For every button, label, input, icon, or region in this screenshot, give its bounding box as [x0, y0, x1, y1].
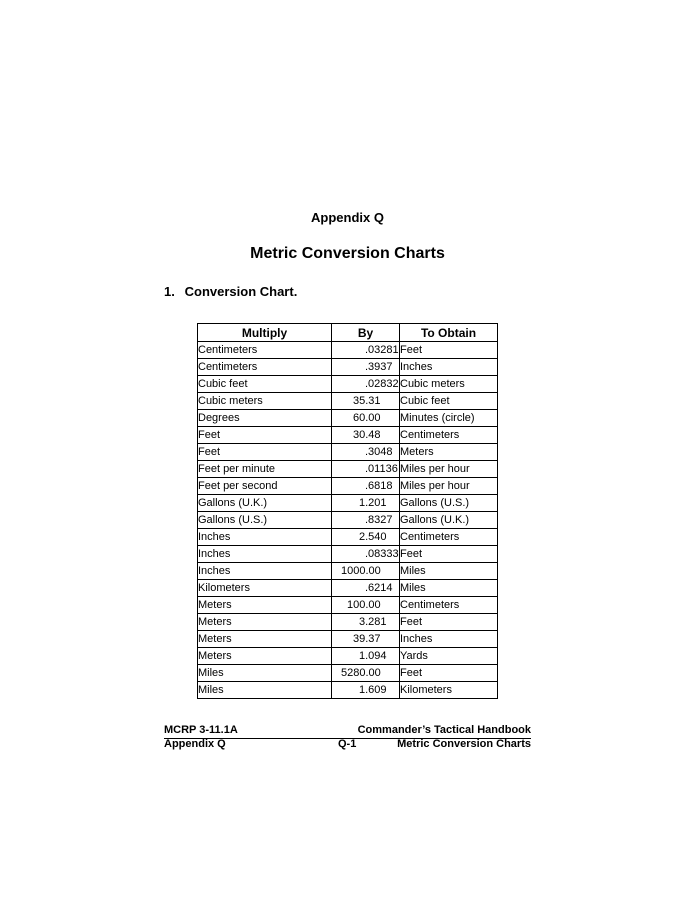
handbook-title: Commander’s Tactical Handbook: [357, 724, 531, 736]
factor-value: .08333: [365, 548, 399, 560]
table-row: [198, 614, 498, 631]
table-row: [198, 342, 498, 359]
table-row: [198, 682, 498, 699]
section-heading: [164, 284, 297, 299]
factor-value: .3048: [365, 446, 393, 458]
factor-value: 100.00: [347, 599, 381, 611]
factor-cell: [332, 342, 400, 359]
to-obtain-cell: Yards: [400, 648, 498, 665]
to-obtain-cell: Miles: [400, 563, 498, 580]
multiply-cell: Cubic feet: [198, 376, 332, 393]
factor-cell: [332, 648, 400, 665]
multiply-cell: Feet per minute: [198, 461, 332, 478]
multiply-cell: Feet: [198, 444, 332, 461]
factor-cell: [332, 563, 400, 580]
to-obtain-cell: Centimeters: [400, 427, 498, 444]
factor-cell: [332, 495, 400, 512]
multiply-cell: Inches: [198, 563, 332, 580]
multiply-cell: Feet: [198, 427, 332, 444]
factor-cell: [332, 359, 400, 376]
to-obtain-cell: Centimeters: [400, 597, 498, 614]
factor-value: .02832: [365, 378, 399, 390]
table-row: [198, 631, 498, 648]
factor-value: .03281: [365, 344, 399, 356]
to-obtain-cell: Miles per hour: [400, 461, 498, 478]
factor-cell: [332, 410, 400, 427]
factor-value: 1.609: [359, 684, 387, 696]
table-row: [198, 495, 498, 512]
footer-chapter-title: Metric Conversion Charts: [397, 738, 531, 750]
multiply-cell: Inches: [198, 529, 332, 546]
factor-value: 30.48: [353, 429, 381, 441]
factor-cell: [332, 631, 400, 648]
to-obtain-cell: Minutes (circle): [400, 410, 498, 427]
factor-value: .3937: [365, 361, 393, 373]
factor-cell: [332, 461, 400, 478]
table-row: [198, 546, 498, 563]
to-obtain-cell: Meters: [400, 444, 498, 461]
factor-cell: [332, 512, 400, 529]
to-obtain-cell: Miles per hour: [400, 478, 498, 495]
to-obtain-cell: Gallons (U.S.): [400, 495, 498, 512]
appendix-title: Appendix Q: [311, 210, 384, 225]
factor-value: 1.201: [359, 497, 387, 509]
table-row: [198, 359, 498, 376]
table-row: [198, 529, 498, 546]
table-row: [198, 376, 498, 393]
table-row: [198, 478, 498, 495]
multiply-cell: Feet per second: [198, 478, 332, 495]
column-header-multiply: Multiply: [198, 324, 332, 342]
factor-cell: [332, 580, 400, 597]
factor-value: .6214: [365, 582, 393, 594]
table-row: [198, 427, 498, 444]
footer-top: [164, 724, 531, 739]
multiply-cell: Miles: [198, 665, 332, 682]
section-number: 1.: [164, 284, 175, 299]
table-row: [198, 580, 498, 597]
table-row: [198, 444, 498, 461]
table-row: [198, 410, 498, 427]
factor-value: 1.094: [359, 650, 387, 662]
to-obtain-cell: Feet: [400, 342, 498, 359]
table-row: [198, 648, 498, 665]
multiply-cell: Cubic meters: [198, 393, 332, 410]
factor-cell: [332, 665, 400, 682]
table-header-row: [198, 324, 498, 342]
footer-bottom: [164, 738, 531, 751]
to-obtain-cell: Kilometers: [400, 682, 498, 699]
multiply-cell: Centimeters: [198, 359, 332, 376]
multiply-cell: Inches: [198, 546, 332, 563]
section-title: Conversion Chart.: [184, 284, 298, 299]
multiply-cell: Kilometers: [198, 580, 332, 597]
table-row: [198, 597, 498, 614]
factor-cell: [332, 376, 400, 393]
table-row: [198, 512, 498, 529]
table-row: [198, 393, 498, 410]
page-number: Q-1: [338, 738, 357, 750]
factor-value: 35.31: [353, 395, 381, 407]
multiply-cell: Centimeters: [198, 342, 332, 359]
multiply-cell: Gallons (U.K.): [198, 495, 332, 512]
multiply-cell: Meters: [198, 631, 332, 648]
to-obtain-cell: Miles: [400, 580, 498, 597]
to-obtain-cell: Feet: [400, 546, 498, 563]
conversion-table: [197, 323, 498, 699]
factor-value: 2.540: [359, 531, 387, 543]
factor-cell: [332, 427, 400, 444]
to-obtain-cell: Inches: [400, 631, 498, 648]
multiply-cell: Degrees: [198, 410, 332, 427]
multiply-cell: Meters: [198, 597, 332, 614]
factor-value: .6818: [365, 480, 393, 492]
footer-appendix-label: Appendix Q: [164, 738, 226, 750]
factor-value: .01136: [365, 463, 398, 475]
page-title: Metric Conversion Charts: [250, 245, 445, 262]
factor-value: 3.281: [359, 616, 387, 628]
factor-value: .8327: [365, 514, 393, 526]
multiply-cell: Miles: [198, 682, 332, 699]
multiply-cell: Meters: [198, 648, 332, 665]
factor-cell: [332, 614, 400, 631]
multiply-cell: Meters: [198, 614, 332, 631]
factor-cell: [332, 546, 400, 563]
to-obtain-cell: Inches: [400, 359, 498, 376]
to-obtain-cell: Cubic meters: [400, 376, 498, 393]
factor-value: 39.37: [353, 633, 381, 645]
table-row: [198, 461, 498, 478]
to-obtain-cell: Feet: [400, 665, 498, 682]
column-header-to-obtain: To Obtain: [400, 324, 498, 342]
to-obtain-cell: Cubic feet: [400, 393, 498, 410]
factor-value: 60.00: [353, 412, 381, 424]
factor-cell: [332, 529, 400, 546]
multiply-cell: Gallons (U.S.): [198, 512, 332, 529]
factor-cell: [332, 444, 400, 461]
publication-number: MCRP 3-11.1A: [164, 724, 238, 736]
factor-value: 1000.00: [341, 565, 381, 577]
factor-cell: [332, 478, 400, 495]
factor-cell: [332, 597, 400, 614]
to-obtain-cell: Feet: [400, 614, 498, 631]
table-row: [198, 665, 498, 682]
table-row: [198, 563, 498, 580]
factor-value: 5280.00: [341, 667, 381, 679]
column-header-by: By: [332, 324, 400, 342]
factor-cell: [332, 682, 400, 699]
to-obtain-cell: Gallons (U.K.): [400, 512, 498, 529]
factor-cell: [332, 393, 400, 410]
to-obtain-cell: Centimeters: [400, 529, 498, 546]
